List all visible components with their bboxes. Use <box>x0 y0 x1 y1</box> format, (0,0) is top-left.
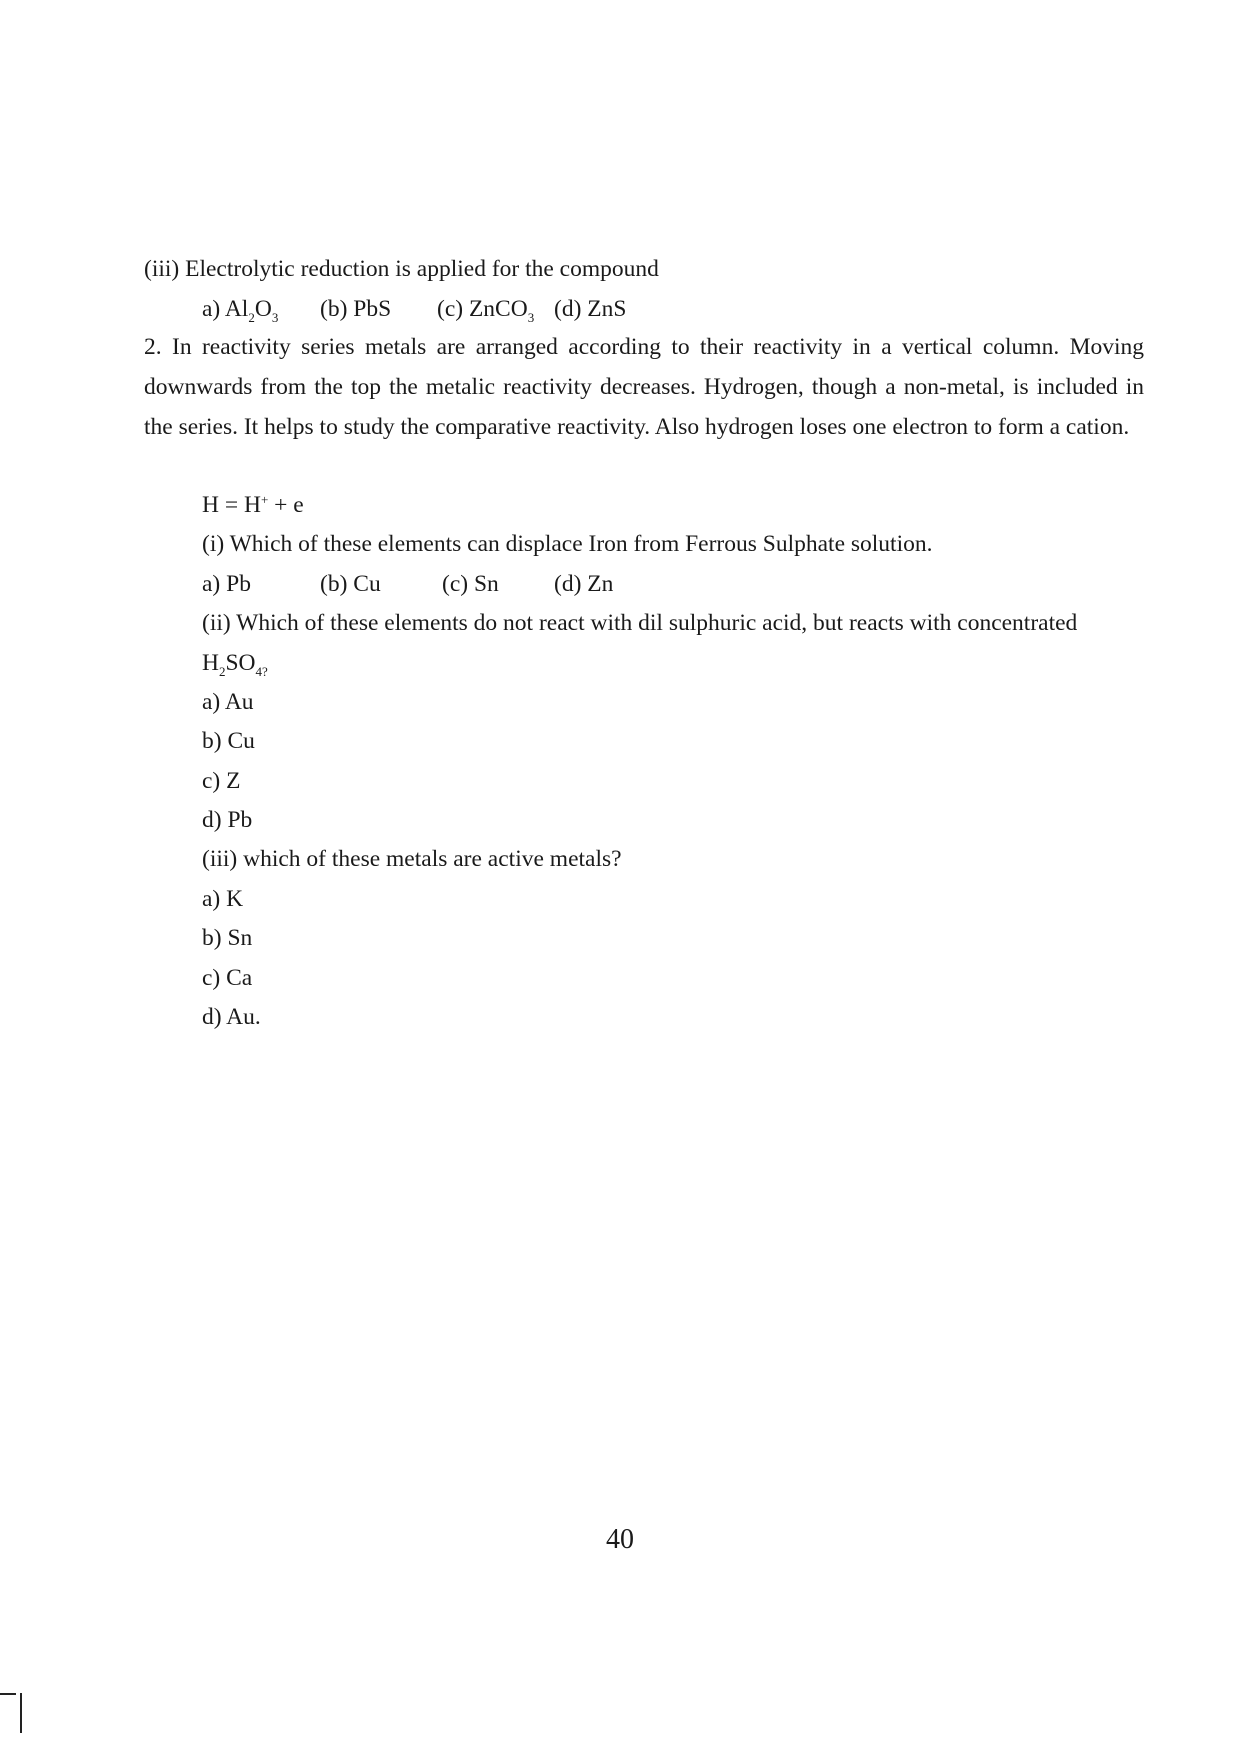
option-c: (c) ZnCO$_3$ <box>437 296 535 325</box>
subquestion-ii: (ii) Which of these elements do not react with dil sulphuric acid, but reacts with concentrated <box>202 610 1078 636</box>
option-d: (d) ZnS <box>554 296 627 322</box>
subquestion-iii-option-c: c) Ca <box>202 965 253 991</box>
subquestion-iii-option-b: b) Sn <box>202 925 253 951</box>
subquestion-ii-option-c: c) Z <box>202 768 241 794</box>
subquestion-i-option-a: a) Pb <box>202 571 251 597</box>
hydrogen-equation: H = H+ + e <box>202 492 304 518</box>
option-a: a) $Al_2O_3$ <box>202 296 279 325</box>
crop-mark-vertical <box>20 1693 22 1733</box>
page-number: 40 <box>606 1524 634 1555</box>
question-iii-electrolytic: (iii) Electrolytic reduction is applied for the compound <box>144 256 659 282</box>
option-b: (b) PbS <box>320 296 392 322</box>
subquestion-iii: (iii) which of these metals are active metals? <box>202 846 622 872</box>
subquestion-iii-option-a: a) K <box>202 886 244 912</box>
crop-mark-horizontal <box>0 1693 16 1695</box>
subquestion-iii-option-d: d) Au. <box>202 1004 261 1030</box>
subquestion-i-option-b: (b) Cu <box>320 571 381 597</box>
subquestion-ii-option-d: d) Pb <box>202 807 253 833</box>
sulphuric-acid-formula: $H_2SO_{4?}$ <box>202 650 268 679</box>
subquestion-i: (i) Which of these elements can displace Iron from Ferrous Sulphate solution. <box>202 531 933 557</box>
subquestion-ii-option-a: a) Au <box>202 689 254 715</box>
question-2-paragraph: 2. In reactivity series metals are arranged according to their reactivity in a vertical column. Moving downwards from the top the metalic reactivity decreases. Hydrogen, though a non-metal, is included in the series. It helps to study the comparative reactivity. Also hydrogen loses one electron to form a cation. <box>144 334 1144 440</box>
question-iii-options <box>202 296 279 325</box>
subquestion-i-option-d: (d) Zn <box>554 571 614 597</box>
subquestion-i-option-c: (c) Sn <box>442 571 499 597</box>
subquestion-ii-option-b: b) Cu <box>202 728 255 754</box>
